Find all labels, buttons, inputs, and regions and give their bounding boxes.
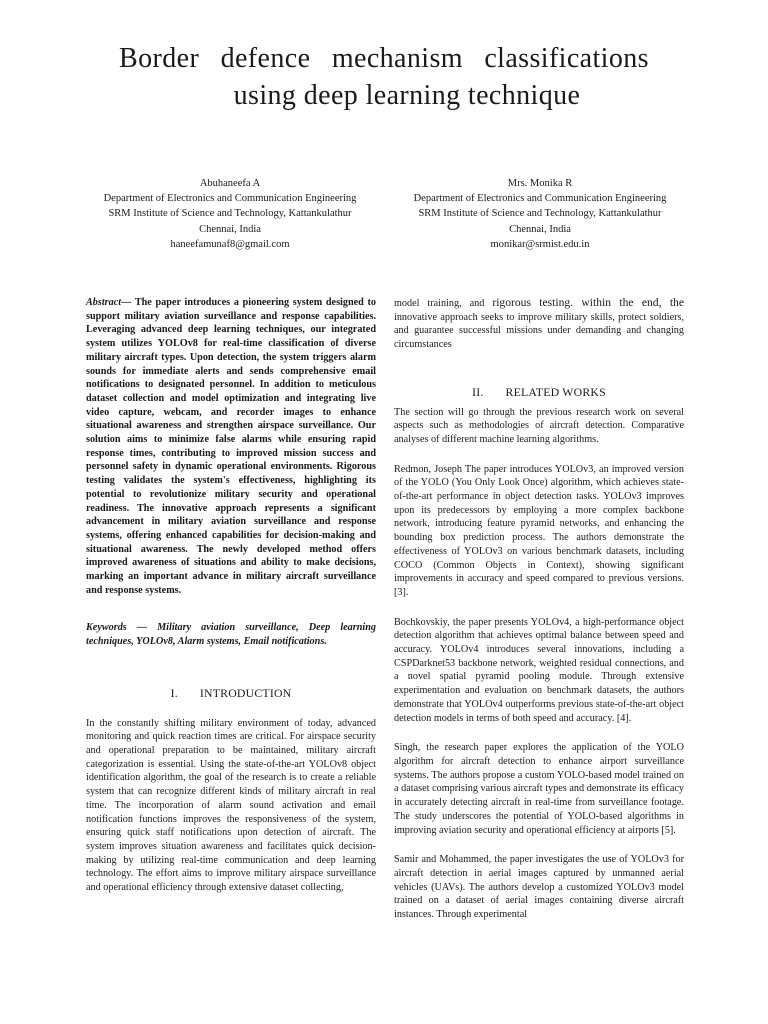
author-block-1 <box>70 176 390 252</box>
author-name: Abuhaneefa A <box>199 178 261 189</box>
author-department: Department of Electronics and Communication Engineering <box>413 193 667 205</box>
section-number: I. <box>170 685 178 700</box>
related-works-paragraph: The section will go through the previous research work on several aspects such as methodologies of aircraft detection. Comparative analyses of different machine learning algorithms. <box>394 406 684 445</box>
paper-title-line-1: Border defence mechanism classifications <box>119 43 649 74</box>
paper-title <box>70 40 698 114</box>
continuation-text-large: rigorous testing. within the end, the <box>492 296 684 309</box>
section-heading-related-works <box>394 386 684 400</box>
introduction-paragraph: In the constantly shifting military environment of today, advanced monitoring and quick reaction times are critical. For airspace security and operational preparation to be maintained, military aircraft categorization is essential. Using the state-of-the-art YOLOv8 object identification algorithm, the goal of the research is to create a reliable system that can recognize different kinds of military aircraft in real time. The incorporation of alarm sound activation and email notification functions improves the responsiveness of the system, ensuring quick staff notifications upon detection of aircraft. The system improves situation awareness and facilitates quick decision-making by utilizing real-time communication and deep learning technology. The effort aims to improve military airspace surveillance and operational efficiency through extensive dataset collecting, <box>86 717 376 894</box>
left-column <box>86 296 376 895</box>
author-city: Chennai, India <box>199 223 261 235</box>
keywords-label: Keywords <box>86 622 127 634</box>
author-email: monikar@srmist.edu.in <box>490 238 590 250</box>
continuation-text: model training, and <box>394 298 493 309</box>
related-works-paragraph: Bochkovskiy, the paper presents YOLOv4, a high-performance object detection algorithm that achieves optimal balance between speed and accuracy. YOLOv4 introduces several innovations, including a CSPDarknet53 backbone network, weighted residual connections, and a novel spatial pyramid pooling module. Through extensive experimentation and evaluation on benchmark datasets, the authors demonstrate that YOLOv4 outperforms previous state-of-the-art object detection models in terms of both speed and accuracy. [4]. <box>394 616 684 724</box>
keywords <box>86 621 376 648</box>
abstract <box>86 296 376 597</box>
section-title: INTRODUCTION <box>199 685 292 700</box>
section-number: II. <box>472 384 484 399</box>
abstract-label: Abstract <box>86 297 122 308</box>
related-works-paragraph: Redmon, Joseph The paper introduces YOLOv3, an improved version of the YOLO (You Only Look Once) algorithm, which achieves state-of-the-art performance in object detection tasks. YOLOv3 improves upon its predecessors by employing a more complex backbone network, introducing feature pyramid networks, and enhancing the bounding box prediction process. The authors demonstrate the effectiveness of YOLOv3 on various benchmark datasets, including COCO (Common Objects in Context), showing significant improvements in accuracy and speed compared to previous versions.[3]. <box>394 463 684 598</box>
related-works-paragraph: Samir and Mohammed, the paper investigates the use of YOLOv3 for aircraft detection in aerial images captured by unmanned aerial vehicles (UAVs). The authors develop a customized YOLOv3 model trained on a dataset of aerial images containing diverse aircraft instances. Through experimental <box>394 854 684 921</box>
right-column <box>394 296 684 922</box>
keywords-body: — Military aviation surveillance, Deep learning techniques, YOLOv8, Alarm systems, Email notifications. <box>86 622 376 648</box>
author-email: haneefamunaf8@gmail.com <box>170 238 290 250</box>
continuation-text-end: innovative approach seeks to improve military skills, protect soldiers, and guarantee successful missions under demanding and changing circumstances <box>394 311 684 351</box>
author-institution: SRM Institute of Science and Technology, Kattankulathur <box>418 208 662 220</box>
author-name: Mrs. Monika R <box>507 178 573 189</box>
introduction-continuation <box>394 296 684 352</box>
author-institution: SRM Institute of Science and Technology, Kattankulathur <box>108 208 352 220</box>
author-block-2 <box>380 176 700 252</box>
abstract-body: — The paper introduces a pioneering system designed to support military aviation surveillance and response capabilities. Leveraging advanced deep learning techniques, our integrated system utilizes YOLOv8 for real-time classification of diverse military aircraft types. Upon detection, the system triggers alarm sounds for immediate alerts and sends comprehensive email notifications to designated personnel. In addition to meticulous dataset collection and model optimization and integrating live video capture, webcam, and recorder images to enhance situational awareness and strengthen airspace surveillance. Our solution aims to minimize false alarms while ensuring rapid response times, contributing to improved mission success and personnel safety in dynamic operational environments. Rigorous testing validates the system's effectiveness, highlighting its potential to revolutionize military security and operational readiness. The innovative approach represents a significant advancement in military aviation surveillance and response systems, offering enhanced capabilities for decision-making and situational awareness. The newly developed method offers improved awareness of situations and ability to make decisions, marking an important advance in military aircraft surveillance and response systems. <box>86 297 376 596</box>
author-city: Chennai, India <box>509 223 571 235</box>
related-works-paragraph: Singh, the research paper explores the application of the YOLO algorithm for aircraft detection to enhance airport surveillance systems. The authors propose a custom YOLO-based model trained on a dataset comprising various aircraft types and demonstrate its efficacy in accurately detecting aircraft in real-time from surveillance footage. The study underscores the potential of YOLO-based algorithms in improving aviation security and operational efficiency at airports [5]. <box>394 742 684 836</box>
paper-title-line-2: using deep learning technique <box>233 80 581 111</box>
section-title: RELATED WORKS <box>505 384 606 399</box>
author-department: Department of Electronics and Communication Engineering <box>103 193 357 205</box>
section-heading-introduction <box>86 687 376 701</box>
